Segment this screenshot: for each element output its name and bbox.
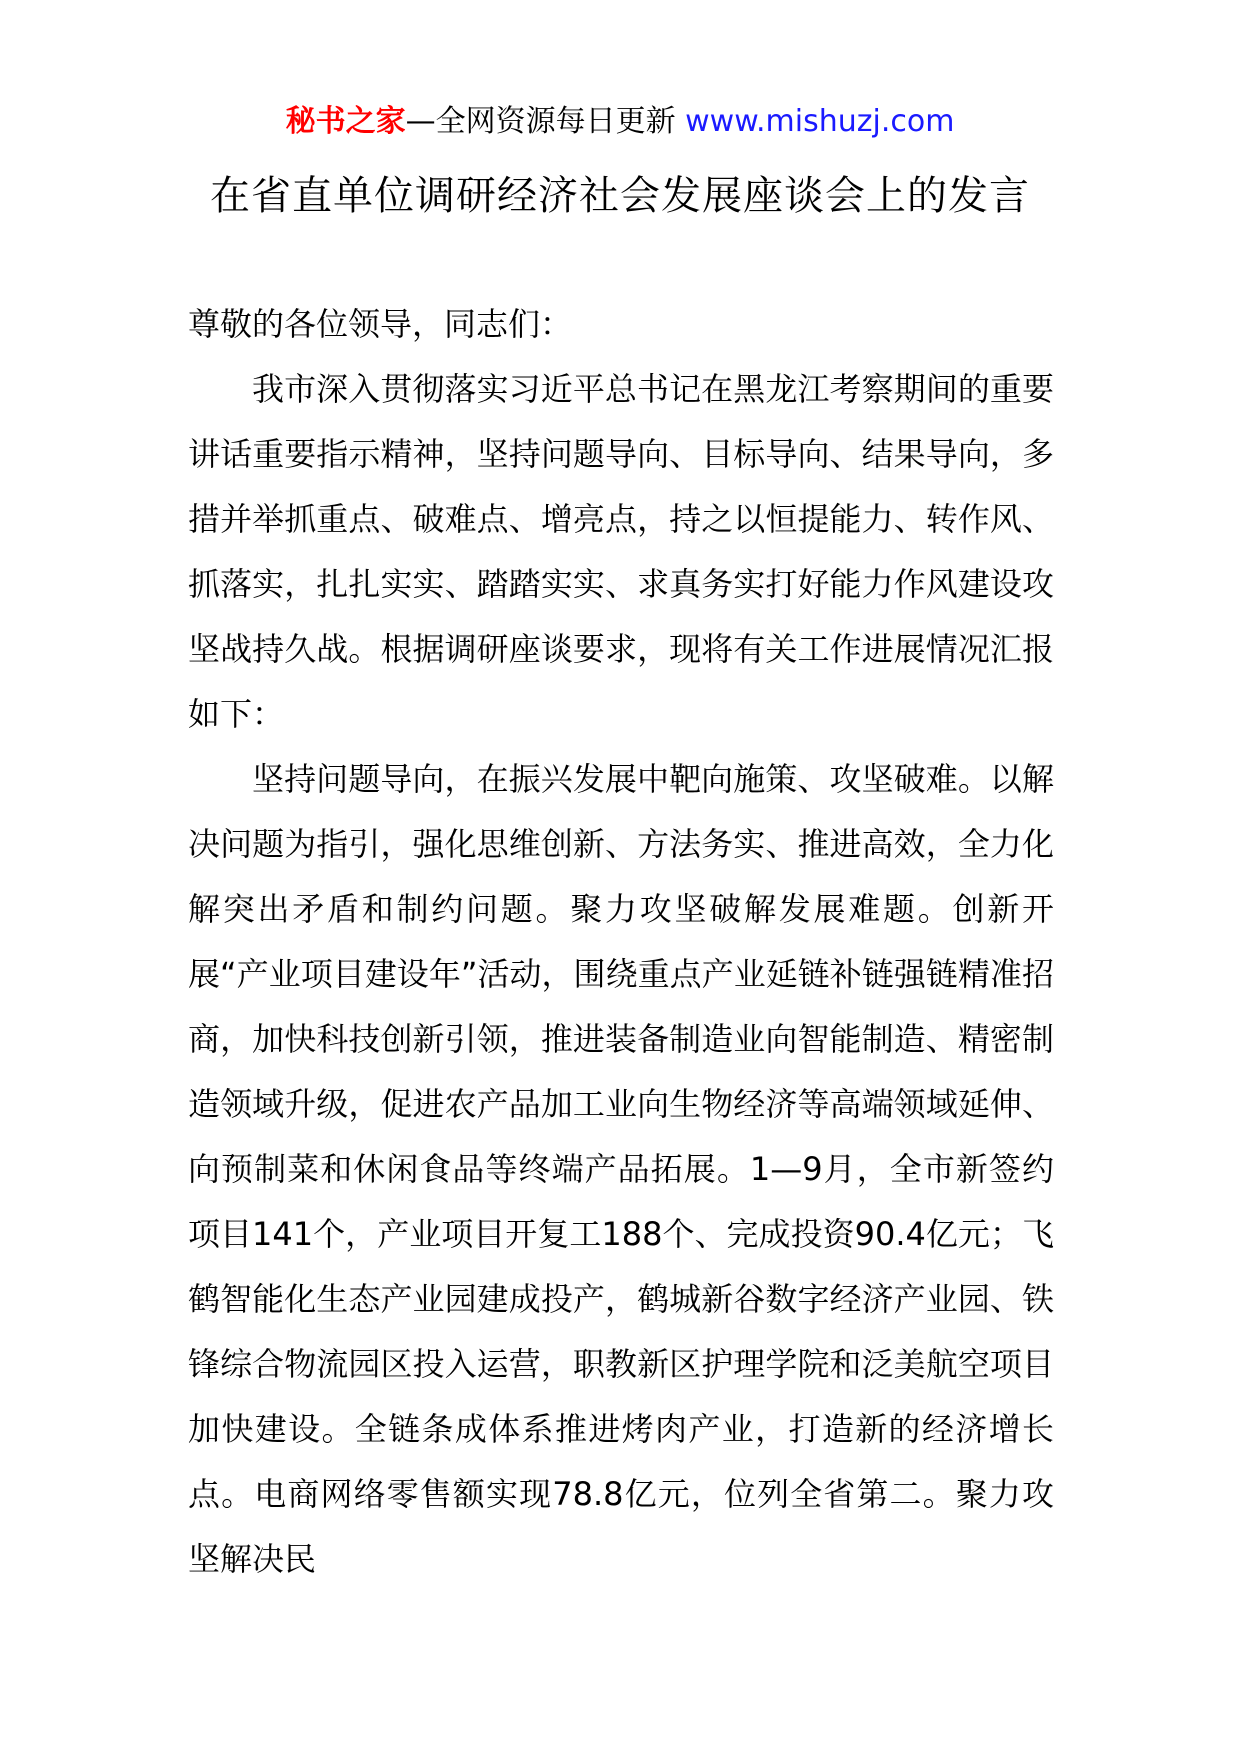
header-tagline: —全网资源每日更新 — [405, 104, 686, 139]
site-url-link[interactable]: www.mishuzj.com — [685, 104, 955, 139]
document-title: 在省直单位调研经济社会发展座谈会上的发言 — [210, 173, 1030, 219]
brand-name: 秘书之家 — [285, 104, 406, 139]
paragraph-intro: 我市深入贯彻落实习近平总书记在黑龙江考察期间的重要讲话重要指示精神，坚持问题导向、目标导向、结果导向，多措并举抓重点、破难点、增亮点，持之以恒提能力、转作风、抓落实，扎扎实实、踏踏实实、求真务实打好能力作风建设攻坚战持久战。根据调研座谈要求，现将有关工作进展情况汇报如下： — [188, 370, 1054, 733]
salutation: 尊敬的各位领导，同志们： — [188, 305, 573, 343]
site-header — [0, 102, 1240, 142]
paragraph-problem-oriented: 坚持问题导向，在振兴发展中靶向施策、攻坚破难。以解决问题为指引，强化思维创新、方法务实、推进高效，全力化解突出矛盾和制约问题。聚力攻坚破解发展难题。创新开展“产业项目建设年”活动，围绕重点产业延链补链强链精准招商，加快科技创新引领，推进装备制造业向智能制造、精密制造领域升级，促进农产品加工业向生物经济等高端领域延伸、向预制菜和休闲食品等终端产品拓展。1—9月，全市新签约项目141个，产业项目开复工188个、完成投资90.4亿元；飞鹤智能化生态产业园建成投产，鹤城新谷数字经济产业园、铁锋综合物流园区投入运营，职教新区护理学院和泛美航空项目加快建设。全链条成体系推进烤肉产业，打造新的经济增长点。电商网络零售额实现78.8亿元，位列全省第二。聚力攻坚解决民 — [188, 760, 1054, 1578]
document-body — [188, 292, 1054, 1592]
